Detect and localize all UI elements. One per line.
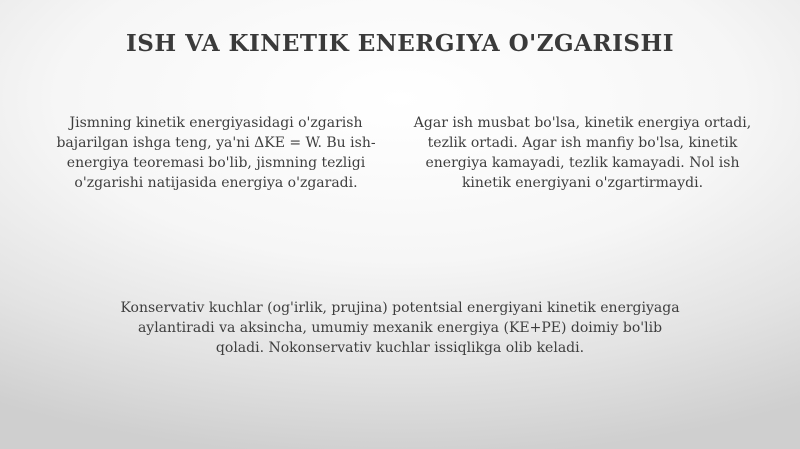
slide-title: ISH VA KINETIK ENERGIYA O'ZGARISHI <box>126 30 674 57</box>
bottom-paragraph: Konservativ kuchlar (og'irlik, prujina) potentsial energiyani kinetik energiyaga aylantiradi va aksincha, umumiy mexanik energiya (KE+PE) doimiy bo'lib qoladi. Nokonservativ kuchlar issiqlikga olib keladi. <box>120 300 680 356</box>
left-paragraph: Jismning kinetik energiyasidagi o'zgarish bajarilgan ishga teng, ya'ni ΔKE = W. Bu ish-energiya teoremasi bo'lib, jismning tezligi o'zgarishi natijasida energiya o'zgaradi. <box>56 115 376 191</box>
right-paragraph: Agar ish musbat bo'lsa, kinetik energiya ortadi, tezlik ortadi. Agar ish manfiy bo'lsa, kinetik energiya kamayadi, tezlik kamayadi. Nol ish kinetik energiyani o'zgartirmaydi. <box>413 115 752 191</box>
